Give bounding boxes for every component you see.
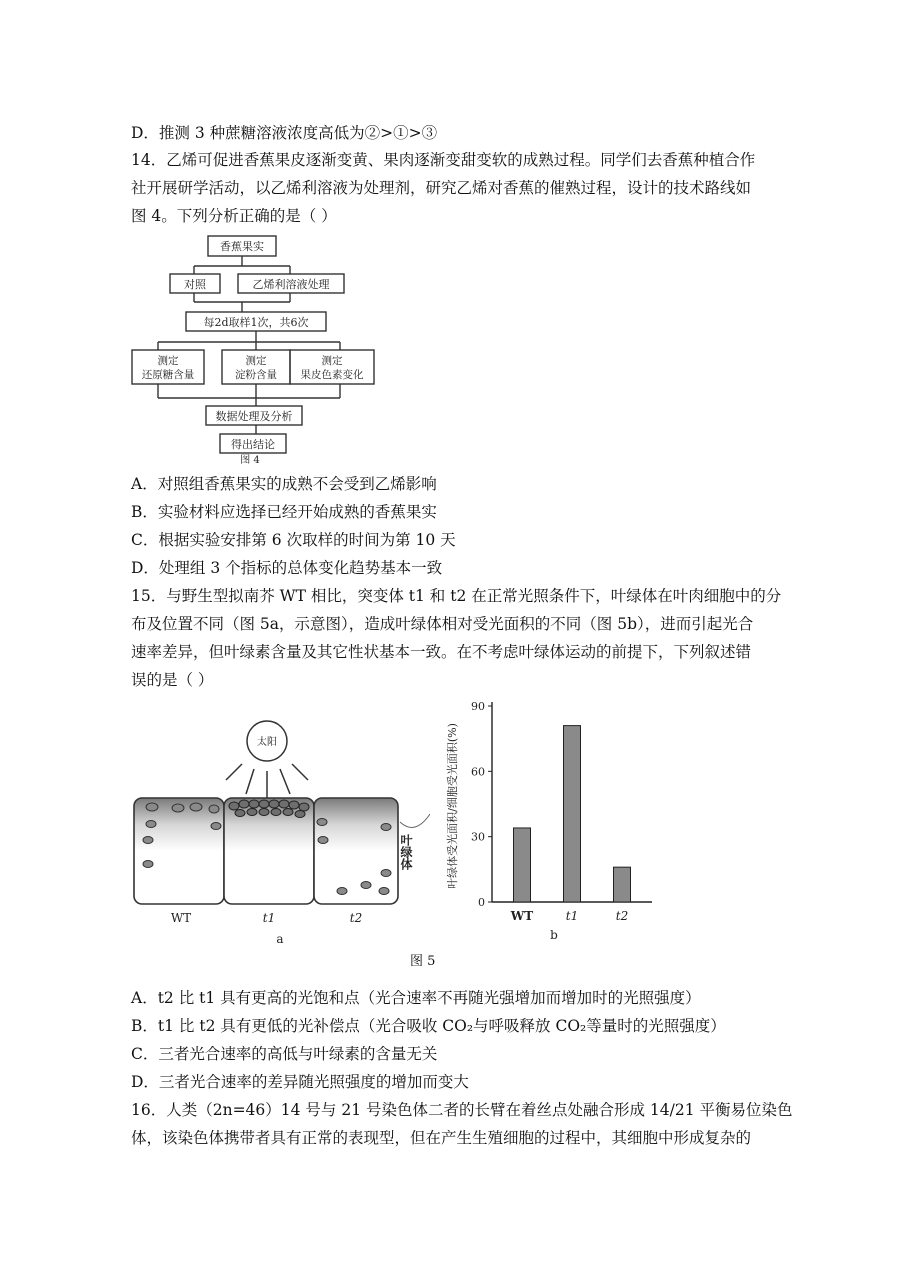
cell-label-t2: t2 xyxy=(349,911,363,925)
chart-y-tick-label: 60 xyxy=(471,765,485,779)
chart-x-tick-label: WT xyxy=(510,909,534,923)
flow-analysis: 数据处理及分析 xyxy=(215,410,293,423)
q16-stem-line-2: 体，该染色体携带者具有正常的表现型，但在产生生殖细胞的过程中，其细胞中形成复杂的 xyxy=(131,1129,752,1147)
chart-bar-t1 xyxy=(564,726,581,902)
q14-option-a: A．对照组香蕉果实的成熟不会受到乙烯影响 xyxy=(131,475,437,493)
figure-5-caption: 图 5 xyxy=(410,954,436,969)
flow-measure-3-b: 果皮色素变化 xyxy=(300,369,364,381)
q15-option-a: A．t2 比 t1 具有更高的光饱和点（光合速率不再随光强增加而增加时的光照强度） xyxy=(131,989,701,1007)
flow-measure-3-a: 测定 xyxy=(321,355,343,367)
flow-sampling: 每2d取样1次，共6次 xyxy=(203,316,309,329)
q15-stem-line-3: 速率差异，但叶绿素含量及其它性状基本一致。在不考虑叶绿体运动的前提下，下列叙述错 xyxy=(131,643,752,661)
q15-option-b: B．t1 比 t2 具有更低的光补偿点（光合吸收 CO₂与呼吸释放 CO₂等量时的光照强度） xyxy=(131,1017,726,1035)
figure-4-caption: 图 4 xyxy=(240,455,260,464)
figure-5b-bar-chart xyxy=(430,696,670,946)
sun-icon xyxy=(226,721,308,798)
flow-control: 对照 xyxy=(184,278,206,291)
cell-wt xyxy=(134,798,224,904)
chloroplast-label xyxy=(399,834,413,871)
flow-measure-2-b: 淀粉含量 xyxy=(235,369,277,381)
q14-option-d: D．处理组 3 个指标的总体变化趋势基本一致 xyxy=(131,559,443,577)
svg-text:叶绿体: 叶绿体 xyxy=(399,834,413,870)
q15-stem-line-2: 布及位置不同（图 5a，示意图），造成叶绿体相对受光面积的不同（图 5b），进而引起光合 xyxy=(131,615,754,633)
chart-bar-t2 xyxy=(614,867,631,902)
chart-y-axis-label: 叶绿体受光面积/细胞受光面积(%) xyxy=(446,723,459,889)
q15-option-c: C．三者光合速率的高低与叶绿素的含量无关 xyxy=(131,1045,438,1063)
figure-5a-cells xyxy=(130,696,430,950)
chart-y-tick-label: 30 xyxy=(471,830,485,844)
q14-stem-line-1: 14．乙烯可促进香蕉果皮逐渐变黄、果肉逐渐变甜变软的成熟过程。同学们去香蕉种植合作 xyxy=(131,151,756,169)
q14-stem-line-2: 社开展研学活动，以乙烯利溶液为处理剂，研究乙烯对香蕉的催熟过程，设计的技术路线如 xyxy=(131,179,752,197)
flow-measure-1-a: 测定 xyxy=(157,355,179,367)
flow-measure-1-b: 还原糖含量 xyxy=(141,369,195,381)
panel-label-a: a xyxy=(276,932,284,946)
cell-label-wt: WT xyxy=(170,911,192,925)
flow-conclusion: 得出结论 xyxy=(231,438,275,451)
q16-stem-line-1: 16．人类（2n=46）14 号与 21 号染色体二者的长臂在着丝点处融合形成 14/21 平衡易位染色 xyxy=(131,1101,793,1119)
flow-treatment: 乙烯利溶液处理 xyxy=(252,278,330,291)
cell-label-t1: t1 xyxy=(262,911,276,925)
panel-label-b: b xyxy=(550,928,558,942)
q15-stem-line-1: 15．与野生型拟南芥 WT 相比，突变体 t1 和 t2 在正常光照条件下，叶绿体在叶肉细胞中的分 xyxy=(131,587,782,605)
q14-option-b: B．实验材料应选择已经开始成熟的香蕉果实 xyxy=(131,503,437,521)
chart-bar-wt xyxy=(514,828,531,902)
figure-4-flowchart xyxy=(128,232,378,464)
q13-option-d: D．推测 3 种蔗糖溶液浓度高低为②>①>③ xyxy=(131,124,438,142)
sun-label: 太阳 xyxy=(257,737,277,748)
chart-x-tick-label: t1 xyxy=(565,909,579,923)
q14-stem-line-3: 图 4。下列分析正确的是（ ） xyxy=(131,207,337,225)
q15-option-d: D．三者光合速率的差异随光照强度的增加而变大 xyxy=(131,1073,469,1091)
chart-y-tick-label: 90 xyxy=(471,700,485,713)
chart-x-tick-label: t2 xyxy=(615,909,629,923)
chart-y-tick-label: 0 xyxy=(478,896,485,909)
q14-option-c: C．根据实验安排第 6 次取样的时间为第 10 天 xyxy=(131,531,456,549)
flow-measure-2-a: 测定 xyxy=(245,355,267,367)
q15-stem-line-4: 误的是（ ） xyxy=(131,671,214,689)
flow-top: 香蕉果实 xyxy=(220,240,264,253)
